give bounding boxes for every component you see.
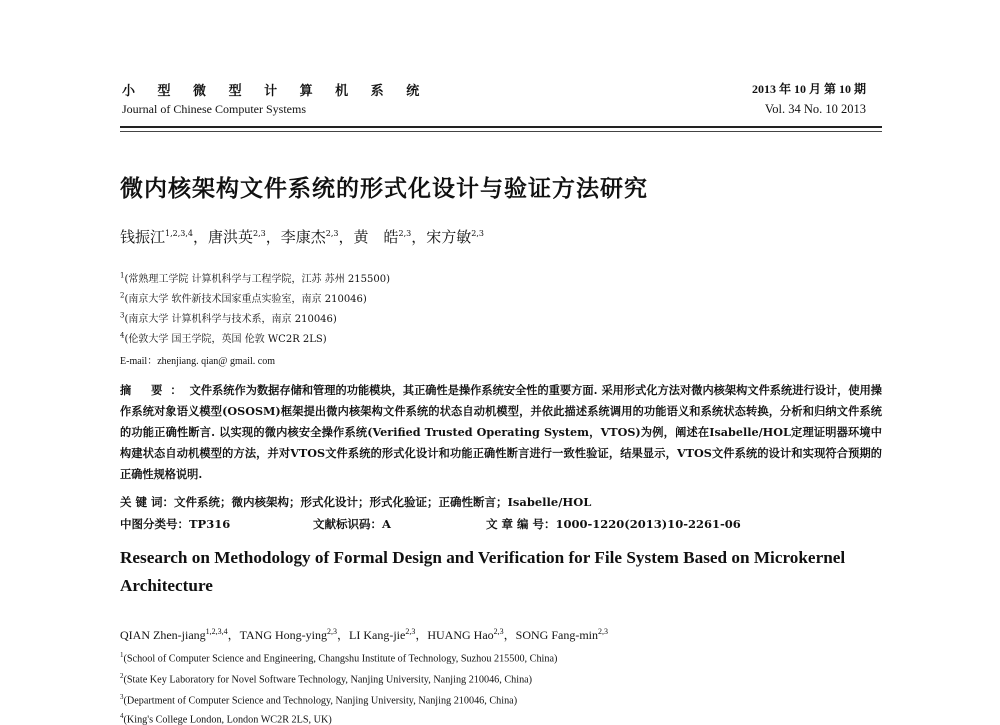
author-affiliation-mark: 2,3	[405, 627, 416, 636]
author-affiliation-mark: 2,3	[471, 229, 485, 238]
author-affiliation-mark: 2,3	[398, 229, 412, 238]
keywords-label: 关 键 词：	[120, 495, 175, 509]
author-name: ，李康杰	[265, 228, 326, 246]
author-name: ，黄 皓	[338, 228, 399, 246]
author-name: ，LI Kang-jie	[337, 628, 406, 642]
abstract-text: 文件系统作为数据存储和管理的功能模块，其正确性是操作系统安全性的重要方面. 采用形式化方法对微内核架构文件系统进行设计，使用操作系统对象语义模型(OSOSM)框架提出微内核架构文件系统的状态自动机模型，并依此描述系统调用的功能语义和系统状态转换，分析和归纳文件系统的功能正确性断言. 以实现的微内核安全操作系统(Verified Trusted Operating System，VTOS)为例，阐述在Isabelle/HOL定理证明器环境中构建状态自动机模型的方法，并对VTOS文件系统的形式化设计和功能正确性断言进行一致性验证，结果显示，VTOS文件系统的设计和实现符合预期的正确性规格说明.	[120, 383, 882, 481]
issue-date: 2013 年 10 月 第 10 期	[751, 82, 866, 96]
keywords-text: 文件系统；微内核架构；形式化设计；形式化验证；正确性断言；Isabelle/HOL	[174, 495, 592, 509]
affiliation-cn: $^4$(伦敦大学 国王学院，英国 伦敦 WC2R 2LS)	[120, 331, 327, 345]
affiliation-cn: $^1$(常熟理工学院 计算机科学与工程学院，江苏 苏州 215500)	[120, 271, 390, 285]
author-name: ，TANG Hong-ying	[227, 628, 328, 642]
author-list-cn	[120, 226, 484, 247]
paper-title-cn: 微内核架构文件系统的形式化设计与验证方法研究	[120, 176, 648, 202]
affiliation-en: $^1$(School of Computer Science and Engineering, Changshu Institute of Technology, Suzhou 215500, China)	[120, 651, 558, 665]
affiliation-en: $^4$(King's College London, London WC2R 2LS, UK)	[120, 712, 332, 725]
article-number: 文 章 编 号：1000-1220(2013)10-2261-06	[486, 517, 741, 531]
paper-title-en: Research on Methodology of Formal Design and Verification for File System Based on Microkernel Architecture	[120, 548, 846, 595]
author-name: ，HUANG Hao	[415, 628, 494, 642]
header-rule-thin	[120, 131, 882, 132]
document-code: 文献标识码：A	[313, 517, 391, 531]
author-affiliation-mark: 2,3	[598, 627, 608, 636]
author-email: E-mail：zhenjiang. qian@ gmail. com	[120, 356, 275, 367]
affiliation-en: $^2$(State Key Laboratory for Novel Software Technology, Nanjing University, Nanjing 210046, China)	[120, 672, 533, 686]
clc-number: 中图分类号：TP316	[120, 517, 231, 531]
author-name: ，SONG Fang-min	[503, 628, 598, 642]
author-affiliation-mark: 1,2,3,4	[165, 229, 194, 238]
author-affiliation-mark: 2,3	[327, 627, 338, 636]
journal-name-en: Journal of Chinese Computer Systems	[122, 102, 306, 116]
author-affiliation-mark: 2,3	[493, 627, 504, 636]
author-list-en	[120, 626, 608, 643]
affiliation-en: $^3$(Department of Computer Science and Technology, Nanjing University, Nanjing 210046, China)	[120, 693, 518, 707]
volume-info: Vol. 34 No. 10 2013	[764, 102, 866, 116]
abstract-cn	[120, 380, 882, 485]
keywords-cn	[120, 494, 591, 510]
author-affiliation-mark: 2,3	[253, 229, 266, 238]
author-affiliation-mark: 2,3	[325, 229, 339, 238]
abstract-label: 摘 要：	[120, 383, 190, 397]
affiliation-cn: $^3$(南京大学 计算机科学与技术系，南京 210046)	[120, 311, 337, 325]
author-name: ，宋方敏	[411, 228, 472, 246]
header-rule-thick	[120, 126, 882, 128]
author-name: 钱振江	[120, 228, 166, 246]
affiliation-cn: $^2$(南京大学 软件新技术国家重点实验室，南京 210046)	[120, 291, 367, 305]
author-name: ，唐洪英	[193, 228, 254, 246]
journal-name-cn: 小 型 微 型 计 算 机 系 统	[122, 84, 429, 99]
author-affiliation-mark: 1,2,3,4	[205, 627, 228, 636]
author-name: QIAN Zhen-jiang	[120, 628, 206, 642]
